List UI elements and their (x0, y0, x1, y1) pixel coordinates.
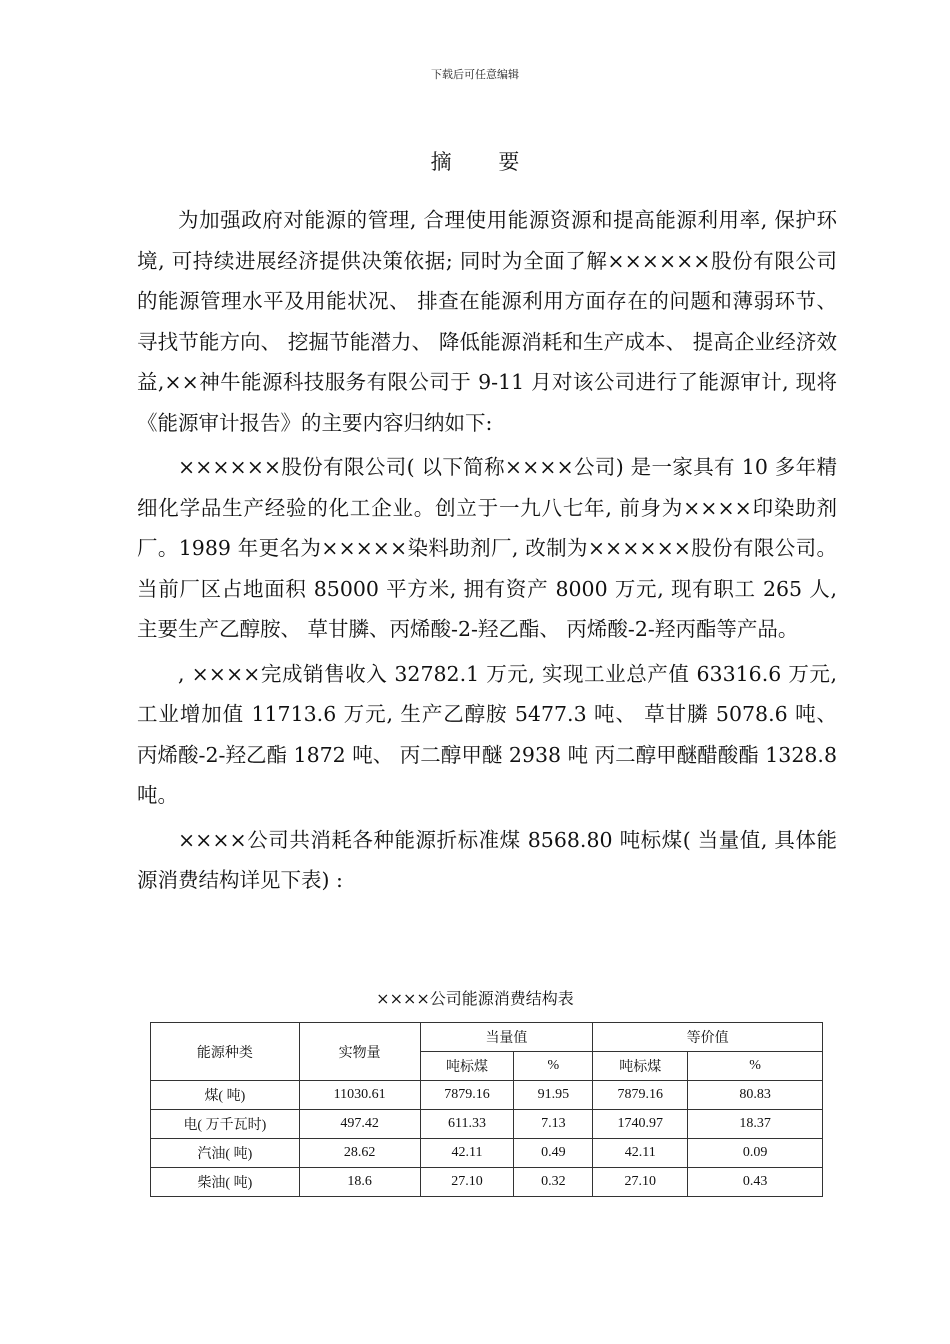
table-cell: 18.6 (299, 1168, 420, 1197)
table-cell: 汽油( 吨) (151, 1139, 300, 1168)
table-cell: 28.62 (299, 1139, 420, 1168)
header-equal-price: 等价值 (593, 1023, 823, 1052)
table-cell: 0.49 (514, 1139, 593, 1168)
energy-structure-table (150, 1022, 823, 1197)
table-row (151, 1168, 823, 1197)
table-row (151, 1081, 823, 1110)
table-cell: 497.42 (299, 1110, 420, 1139)
table-cell: 1740.97 (593, 1110, 688, 1139)
paragraph-energy: ××××公司共消耗各种能源折标准煤 8568.80 吨标煤( 当量值, 具体能源消费结构详见下表) : (137, 827, 837, 892)
table-cell: 18.37 (688, 1110, 823, 1139)
table-cell: 7.13 (514, 1110, 593, 1139)
table-caption: ××××公司能源消费结构表 (376, 989, 574, 1008)
header-physical-qty: 实物量 (299, 1023, 420, 1081)
header-equivalent-tce: 吨标煤 (420, 1052, 514, 1081)
header-equal-price-tce: 吨标煤 (593, 1052, 688, 1081)
table-row (151, 1139, 823, 1168)
table-cell: 80.83 (688, 1081, 823, 1110)
paragraph-output: , ××××完成销售收入 32782.1 万元, 实现工业总产值 63316.6 万元, 工业增加值 11713.6 万元, 生产乙醇胺 5477.3 吨、 草甘膦 5078.6 吨、 丙烯酸-2-羟乙酯 1872 吨、 丙二醇甲醚 2938 吨 丙二醇甲醚醋酸酯 1328.8 吨。 (137, 661, 837, 807)
table-cell: 27.10 (420, 1168, 514, 1197)
table-cell: 91.95 (514, 1081, 593, 1110)
table-cell: 611.33 (420, 1110, 514, 1139)
header-equivalent: 当量值 (420, 1023, 593, 1052)
table-cell: 27.10 (593, 1168, 688, 1197)
table-cell: 0.32 (514, 1168, 593, 1197)
table-cell: 0.43 (688, 1168, 823, 1197)
header-energy-type: 能源种类 (151, 1023, 300, 1081)
table-cell: 7879.16 (593, 1081, 688, 1110)
header-equivalent-pct: % (514, 1052, 593, 1081)
header-equal-price-pct: % (688, 1052, 823, 1081)
table-cell: 7879.16 (420, 1081, 514, 1110)
table-cell: 11030.61 (299, 1081, 420, 1110)
table-row (151, 1110, 823, 1139)
body-text (137, 200, 837, 905)
table-header-row (151, 1023, 823, 1052)
table-cell: 42.11 (420, 1139, 514, 1168)
table-cell: 42.11 (593, 1139, 688, 1168)
paragraph-intro: 为加强政府对能源的管理, 合理使用能源资源和提高能源利用率, 保护环境, 可持续进展经济提供决策依据; 同时为全面了解××××××股份有限公司的能源管理水平及用能状况、 排查在能源利用方面存在的问题和薄弱环节、 寻找节能方向、 挖掘节能潜力、 降低能源消耗和生产成本、 提高企业经济效益,××神牛能源科技服务有限公司于 9-11 月对该公司进行了能源审计, 现将《能源审计报告》的主要内容归纳如下: (137, 208, 837, 435)
table-cell: 0.09 (688, 1139, 823, 1168)
table-cell: 煤( 吨) (151, 1081, 300, 1110)
header-note: 下载后可任意编辑 (431, 68, 519, 81)
table-cell: 电( 万千瓦时) (151, 1110, 300, 1139)
page-title: 摘 要 (430, 150, 540, 174)
table-cell: 柴油( 吨) (151, 1168, 300, 1197)
paragraph-company: ××××××股份有限公司( 以下简称××××公司) 是一家具有 10 多年精细化学品生产经验的化工企业。创立于一九八七年, 前身为××××印染助剂厂。1989 年更名为×××××染料助剂厂, 改制为××××××股份有限公司。当前厂区占地面积 85000 平方米, 拥有资产 8000 万元, 现有职工 265 人, 主要生产乙醇胺、 草甘膦、丙烯酸-2-羟乙酯、 丙烯酸-2-羟丙酯等产品。 (137, 455, 837, 641)
